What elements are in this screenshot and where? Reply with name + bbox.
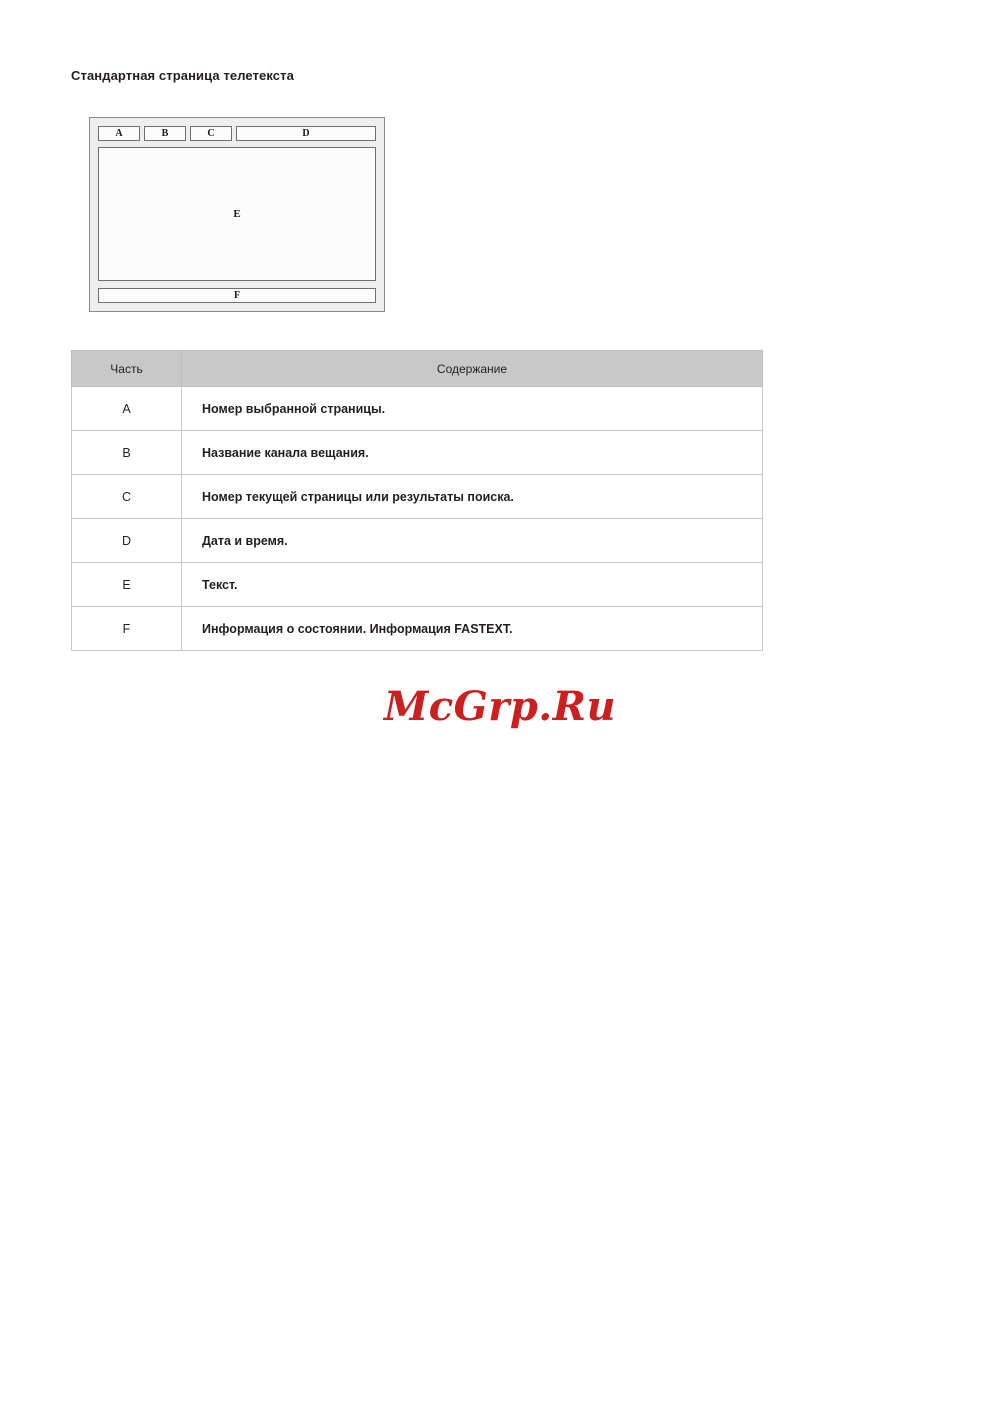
diagram-inner [98,126,376,303]
watermark: McGrp.Ru [383,683,617,730]
page-title: Стандартная страница телетекста [71,68,294,83]
table-row [72,387,763,431]
table-body [72,387,763,651]
cell-part: F [72,607,182,651]
cell-content: Номер выбранной страницы. [182,387,763,431]
diagram-region-b: B [144,126,186,141]
diagram-top-row [98,126,376,141]
table-row [72,563,763,607]
cell-content: Текст. [182,563,763,607]
table-header-row [72,351,763,387]
cell-content: Название канала вещания. [182,431,763,475]
cell-part: E [72,563,182,607]
table-head [72,351,763,387]
column-header-part: Часть [72,351,182,387]
cell-part: A [72,387,182,431]
table-row [72,431,763,475]
cell-content: Номер текущей страницы или результаты поиска. [182,475,763,519]
teletext-legend-table [71,350,763,651]
cell-content: Дата и время. [182,519,763,563]
table-row [72,519,763,563]
table-row [72,475,763,519]
diagram-region-a: A [98,126,140,141]
cell-part: D [72,519,182,563]
teletext-page-diagram [89,117,385,312]
table-row [72,607,763,651]
cell-part: B [72,431,182,475]
diagram-region-e: E [98,147,376,281]
column-header-content: Содержание [182,351,763,387]
diagram-region-c: C [190,126,232,141]
cell-part: C [72,475,182,519]
diagram-region-d: D [236,126,376,141]
cell-content: Информация о состоянии. Информация FASTEXT. [182,607,763,651]
diagram-region-f: F [98,288,376,303]
